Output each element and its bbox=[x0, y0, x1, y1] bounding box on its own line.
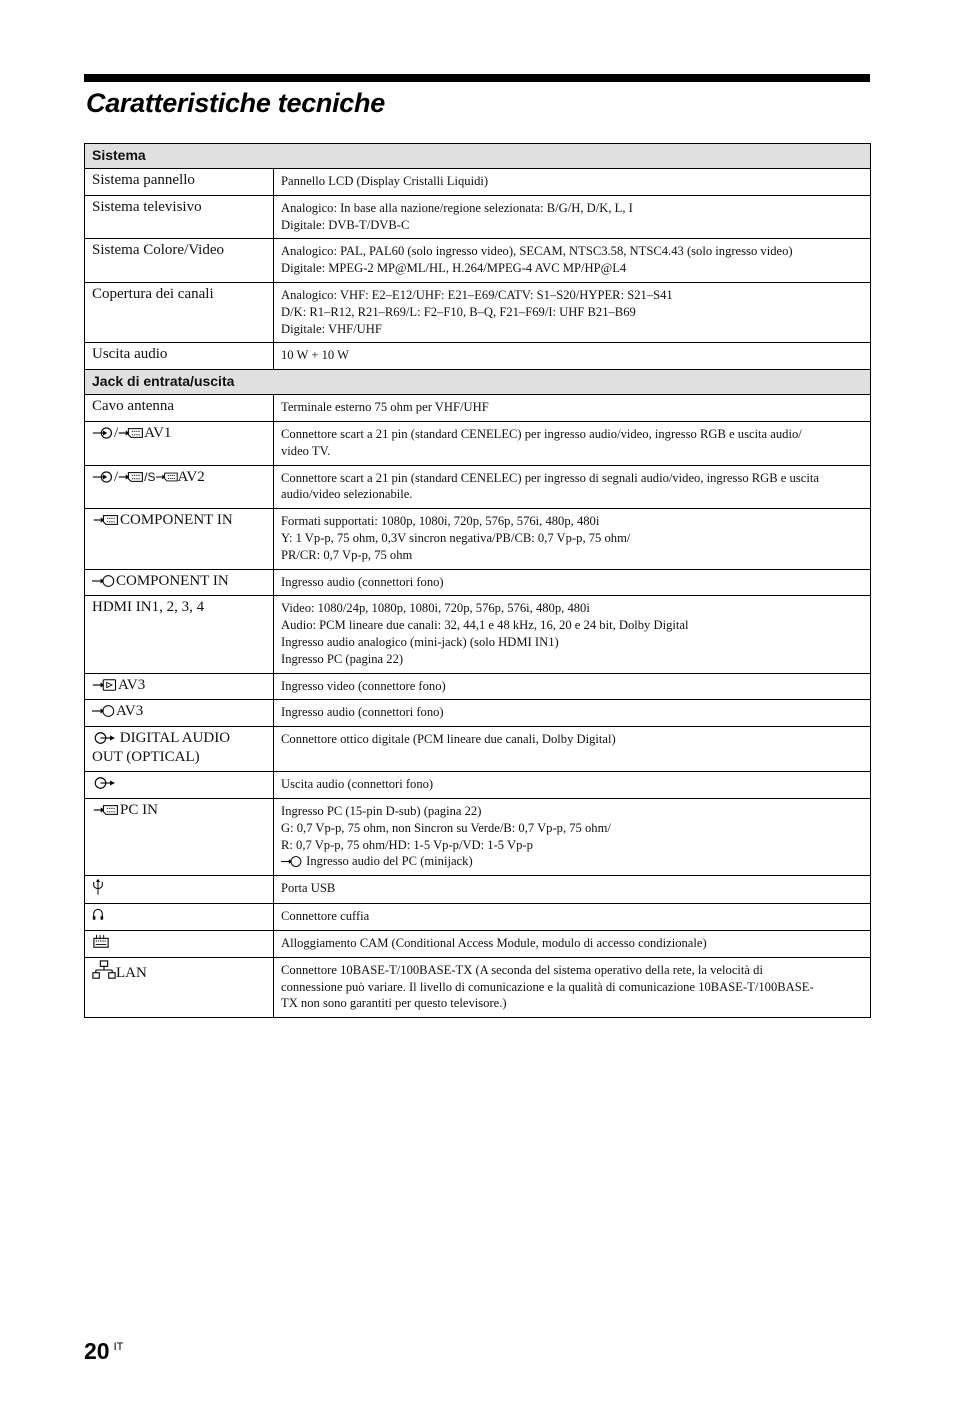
spec-label bbox=[85, 904, 274, 931]
page-title: Caratteristiche tecniche bbox=[86, 88, 385, 118]
spec-label: AV3 bbox=[85, 673, 274, 700]
page-footer bbox=[84, 1338, 123, 1365]
spec-label: LAN bbox=[85, 957, 274, 1017]
spec-value: Connettore cuffia bbox=[274, 904, 871, 931]
input-arrow-icon bbox=[92, 426, 114, 440]
spec-value: Connettore ottico digitale (PCM lineare due canali, Dolby Digital) bbox=[274, 727, 871, 772]
table-row bbox=[85, 876, 871, 904]
spec-value: Alloggiamento CAM (Conditional Access Module, modulo di accesso condizionale) bbox=[274, 930, 871, 957]
table-row bbox=[85, 282, 871, 342]
rgb-in-icon bbox=[92, 513, 120, 527]
rgb-in-icon bbox=[118, 426, 144, 440]
spec-label bbox=[85, 876, 274, 904]
spec-label: HDMI IN1, 2, 3, 4 bbox=[85, 596, 274, 673]
table-row bbox=[85, 727, 871, 772]
table-row bbox=[85, 957, 871, 1017]
spec-value: Formati supportati: 1080p, 1080i, 720p, 576p, 576i, 480p, 480i Y: 1 Vp-p, 75 ohm, 0,3V sincron negativa/PB/CB: 0,7 Vp-p, 75 ohm/ PR/CR: 0,7 Vp-p, 75 ohm bbox=[274, 509, 871, 569]
rgb-in-icon bbox=[118, 470, 144, 484]
spec-value: Ingresso audio (connettori fono) bbox=[274, 700, 871, 727]
spec-value: Pannello LCD (Display Cristalli Liquidi) bbox=[274, 169, 871, 196]
table-row bbox=[85, 169, 871, 196]
spec-value: Connettore scart a 21 pin (standard CENELEC) per ingresso audio/video, ingresso RGB e uscita audio/ video TV. bbox=[274, 421, 871, 465]
table-row bbox=[85, 596, 871, 673]
spec-label: Sistema Colore/Video bbox=[85, 239, 274, 283]
table-row bbox=[85, 673, 871, 700]
output-arrow-icon bbox=[92, 776, 116, 790]
spec-label: Cavo antenna bbox=[85, 395, 274, 422]
table-row bbox=[85, 904, 871, 931]
spec-label: / /S AV2 bbox=[85, 465, 274, 509]
rgb-in-icon bbox=[92, 803, 120, 817]
input-arrow-icon bbox=[92, 470, 114, 484]
audio-in-icon bbox=[281, 855, 303, 868]
spec-value: Terminale esterno 75 ohm per VHF/UHF bbox=[274, 395, 871, 422]
table-row bbox=[85, 509, 871, 569]
video-in-icon bbox=[156, 470, 178, 484]
spec-value: 10 W + 10 W bbox=[274, 343, 871, 370]
table-row bbox=[85, 343, 871, 370]
audio-in-icon bbox=[92, 704, 116, 718]
spec-label: Sistema televisivo bbox=[85, 195, 274, 239]
table-row bbox=[85, 421, 871, 465]
video-in-icon bbox=[92, 678, 118, 692]
table-row bbox=[85, 772, 871, 799]
optical-out-icon bbox=[92, 731, 116, 745]
spec-label: Copertura dei canali bbox=[85, 282, 274, 342]
section-header bbox=[85, 370, 871, 395]
table-row bbox=[85, 798, 871, 875]
spec-value: Ingresso video (connettore fono) bbox=[274, 673, 871, 700]
spec-value: Ingresso PC (15-pin D-sub) (pagina 22) G: 0,7 Vp-p, 75 ohm, non Sincron su Verde/B: 0,7 Vp-p, 75 ohm/ R: 0,7 Vp-p, 75 ohm/HD: 1-5 Vp-p/VD: 1-5 Vp-p Ingresso audio del PC (minijack) bbox=[274, 798, 871, 875]
lan-icon bbox=[92, 960, 116, 980]
spec-table bbox=[84, 143, 871, 1018]
spec-label: Uscita audio bbox=[85, 343, 274, 370]
spec-label: AV3 bbox=[85, 700, 274, 727]
table-row bbox=[85, 930, 871, 957]
section-title-jack: Jack di entrata/uscita bbox=[85, 370, 871, 395]
spec-label: Sistema pannello bbox=[85, 169, 274, 196]
section-title-sistema: Sistema bbox=[85, 144, 871, 169]
spec-label bbox=[85, 930, 274, 957]
spec-label: DIGITAL AUDIO OUT (OPTICAL) bbox=[85, 727, 274, 772]
spec-value: Ingresso audio (connettori fono) bbox=[274, 569, 871, 596]
title-rule bbox=[84, 74, 870, 82]
usb-icon bbox=[92, 878, 104, 896]
spec-label: COMPONENT IN bbox=[85, 509, 274, 569]
spec-label: / AV1 bbox=[85, 421, 274, 465]
spec-value: Uscita audio (connettori fono) bbox=[274, 772, 871, 799]
table-row bbox=[85, 395, 871, 422]
spec-value: Analogico: VHF: E2–E12/UHF: E21–E69/CATV: S1–S20/HYPER: S21–S41 D/K: R1–R12, R21–R69/L: F2–F10, B–Q, F21–F69/I: UHF B21–B69 Digitale: VHF/UHF bbox=[274, 282, 871, 342]
cam-slot-icon bbox=[92, 933, 110, 949]
spec-value: Connettore scart a 21 pin (standard CENELEC) per ingresso di segnali audio/video, ingresso RGB e uscita audio/video selezionabile. bbox=[274, 465, 871, 509]
spec-value: Porta USB bbox=[274, 876, 871, 904]
table-row bbox=[85, 569, 871, 596]
spec-label bbox=[85, 772, 274, 799]
spec-value: Analogico: PAL, PAL60 (solo ingresso video), SECAM, NTSC3.58, NTSC4.43 (solo ingresso video) Digitale: MPEG-2 MP@ML/HL, H.264/MPEG-4 AVC MP/HP@L4 bbox=[274, 239, 871, 283]
spec-label: PC IN bbox=[85, 798, 274, 875]
headphones-icon bbox=[92, 907, 104, 922]
table-row bbox=[85, 700, 871, 727]
section-header bbox=[85, 144, 871, 169]
table-row bbox=[85, 465, 871, 509]
spec-value: Connettore 10BASE-T/100BASE-TX (A seconda del sistema operativo della rete, la velocità di connessione può variare. Il livello di comunicazione e la qualità di comunicazione 10BASE-T/100BASE- TX non sono garantiti per questo televisore.) bbox=[274, 957, 871, 1017]
spec-value: Analogico: In base alla nazione/regione selezionata: B/G/H, D/K, L, I Digitale: DVB-T/DVB-C bbox=[274, 195, 871, 239]
page-number: 20 bbox=[84, 1338, 110, 1364]
audio-in-icon bbox=[92, 574, 116, 588]
page-language: IT bbox=[113, 1341, 124, 1353]
table-row bbox=[85, 239, 871, 283]
spec-label: COMPONENT IN bbox=[85, 569, 274, 596]
table-row bbox=[85, 195, 871, 239]
spec-value: Video: 1080/24p, 1080p, 1080i, 720p, 576p, 576i, 480p, 480i Audio: PCM lineare due canali: 32, 44,1 e 48 kHz, 16, 20 e 24 bit, Dolby Digital Ingresso audio analogico (mini-jack) (solo HDMI IN1) Ingresso PC (pagina 22) bbox=[274, 596, 871, 673]
